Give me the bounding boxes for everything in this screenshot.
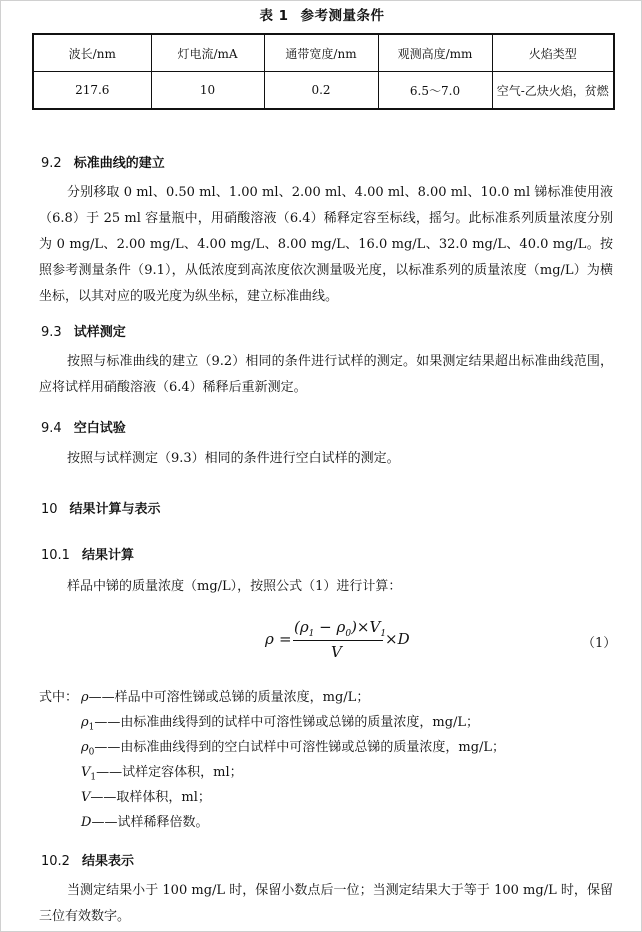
where-item: $\rho_0——$由标准曲线得到的空白试样中可溶性锑或总锑的质量浓度，mg/L；: [81, 740, 506, 758]
section-heading-9-4: [41, 417, 126, 436]
paragraph-9-4: 按照与试样测定（9.3）相同的条件进行空白试样的测定。: [67, 451, 400, 466]
reference-conditions-table: [32, 33, 615, 110]
paragraph-9-3: 按照与标准曲线的建立（9.2）相同的条件进行试样的测定。如果测定结果超出标准曲线范围，应将试样用硝酸溶液（6.4）稀释后重新测定。: [39, 354, 613, 395]
table-header-cell: 火焰类型: [492, 34, 614, 72]
section-number: 10.2: [41, 854, 70, 869]
formula-equals: =: [279, 630, 292, 648]
formula-denominator: V: [331, 643, 342, 661]
section-number: 9.4: [41, 421, 62, 436]
section-heading-9-3: [41, 321, 126, 340]
section-title: 空白试验: [73, 421, 126, 436]
formula-number: （1）: [582, 636, 617, 651]
section-title: 标准曲线的建立: [73, 156, 165, 171]
where-item: D——试样稀释倍数。: [81, 815, 209, 830]
table-cell: 空气-乙炔火焰，贫燃: [492, 72, 614, 110]
table-caption: [1, 4, 642, 24]
section-title: 结果计算与表示: [69, 502, 161, 517]
section-heading-10-1: [41, 544, 134, 563]
table-cell: 6.5～7.0: [378, 72, 492, 110]
table-cell: 10: [151, 72, 264, 110]
formula-tail: ×D: [385, 630, 410, 648]
formula-1: [263, 616, 423, 666]
table-header-cell: 灯电流/mA: [151, 34, 264, 72]
table-cell: 217.6: [33, 72, 151, 110]
formula-numerator: $(\rho_1 - \rho_0)\times V_1$: [294, 618, 387, 639]
where-item: $V_1——$试样定容体积，ml；: [81, 765, 243, 783]
where-item: V——取样体积，ml；: [81, 790, 211, 805]
where-prefix: 式中：: [39, 690, 79, 705]
section-number: 10.1: [41, 548, 70, 563]
section-title: 结果表示: [81, 854, 134, 869]
paragraph-10-2: 当测定结果小于 100 mg/L 时，保留小数点后一位；当测定结果大于等于 100 mg/L 时，保留三位有效数字。: [39, 883, 613, 924]
fraction-bar: [293, 640, 383, 641]
section-title: 结果计算: [81, 548, 134, 563]
where-item: ρ——样品中可溶性锑或总锑的质量浓度，mg/L；: [81, 690, 370, 705]
table-cell: 0.2: [264, 72, 378, 110]
section-number: 9.2: [41, 156, 62, 171]
table-row: [33, 72, 614, 110]
table-caption-title: 参考测量条件: [300, 8, 385, 24]
table-header-cell: 通带宽度/nm: [264, 34, 378, 72]
table-header-row: [33, 34, 614, 72]
section-heading-9-2: [41, 152, 165, 171]
table-header-cell: 波长/nm: [33, 34, 151, 72]
paragraph-10-1: 样品中锑的质量浓度（mg/L），按照公式（1）进行计算：: [67, 579, 402, 594]
section-number: 9.3: [41, 325, 62, 340]
section-title: 试样测定: [73, 325, 126, 340]
section-heading-10: [41, 498, 161, 517]
table-caption-number: 表 1: [259, 8, 289, 24]
paragraph-9-2: 分别移取 0 ml、0.50 ml、1.00 ml、2.00 ml、4.00 ml、8.00 ml、10.0 ml 锑标准使用液（6.8）于 25 ml 容量瓶中，用硝酸溶液（6.4）稀释定容至标线，摇匀。此标准系列质量浓度分别为 0 mg/L、2.00 mg/L、4.00 mg/L、8.00 mg/L、16.0 mg/L、32.0 mg/L、40.0 mg/L。按照参考测量条件（9.1），从低浓度到高浓度依次测量吸光度，以标准系列的质量浓度（mg/L）为横坐标，以其对应的吸光度为纵坐标，建立标准曲线。: [39, 185, 613, 304]
table-header-cell: 观测高度/mm: [378, 34, 492, 72]
section-heading-10-2: [41, 850, 134, 869]
section-number: 10: [41, 502, 58, 517]
where-item: $\rho_1——$由标准曲线得到的试样中可溶性锑或总锑的质量浓度，mg/L；: [81, 715, 480, 733]
formula-lhs: ρ: [265, 630, 274, 648]
